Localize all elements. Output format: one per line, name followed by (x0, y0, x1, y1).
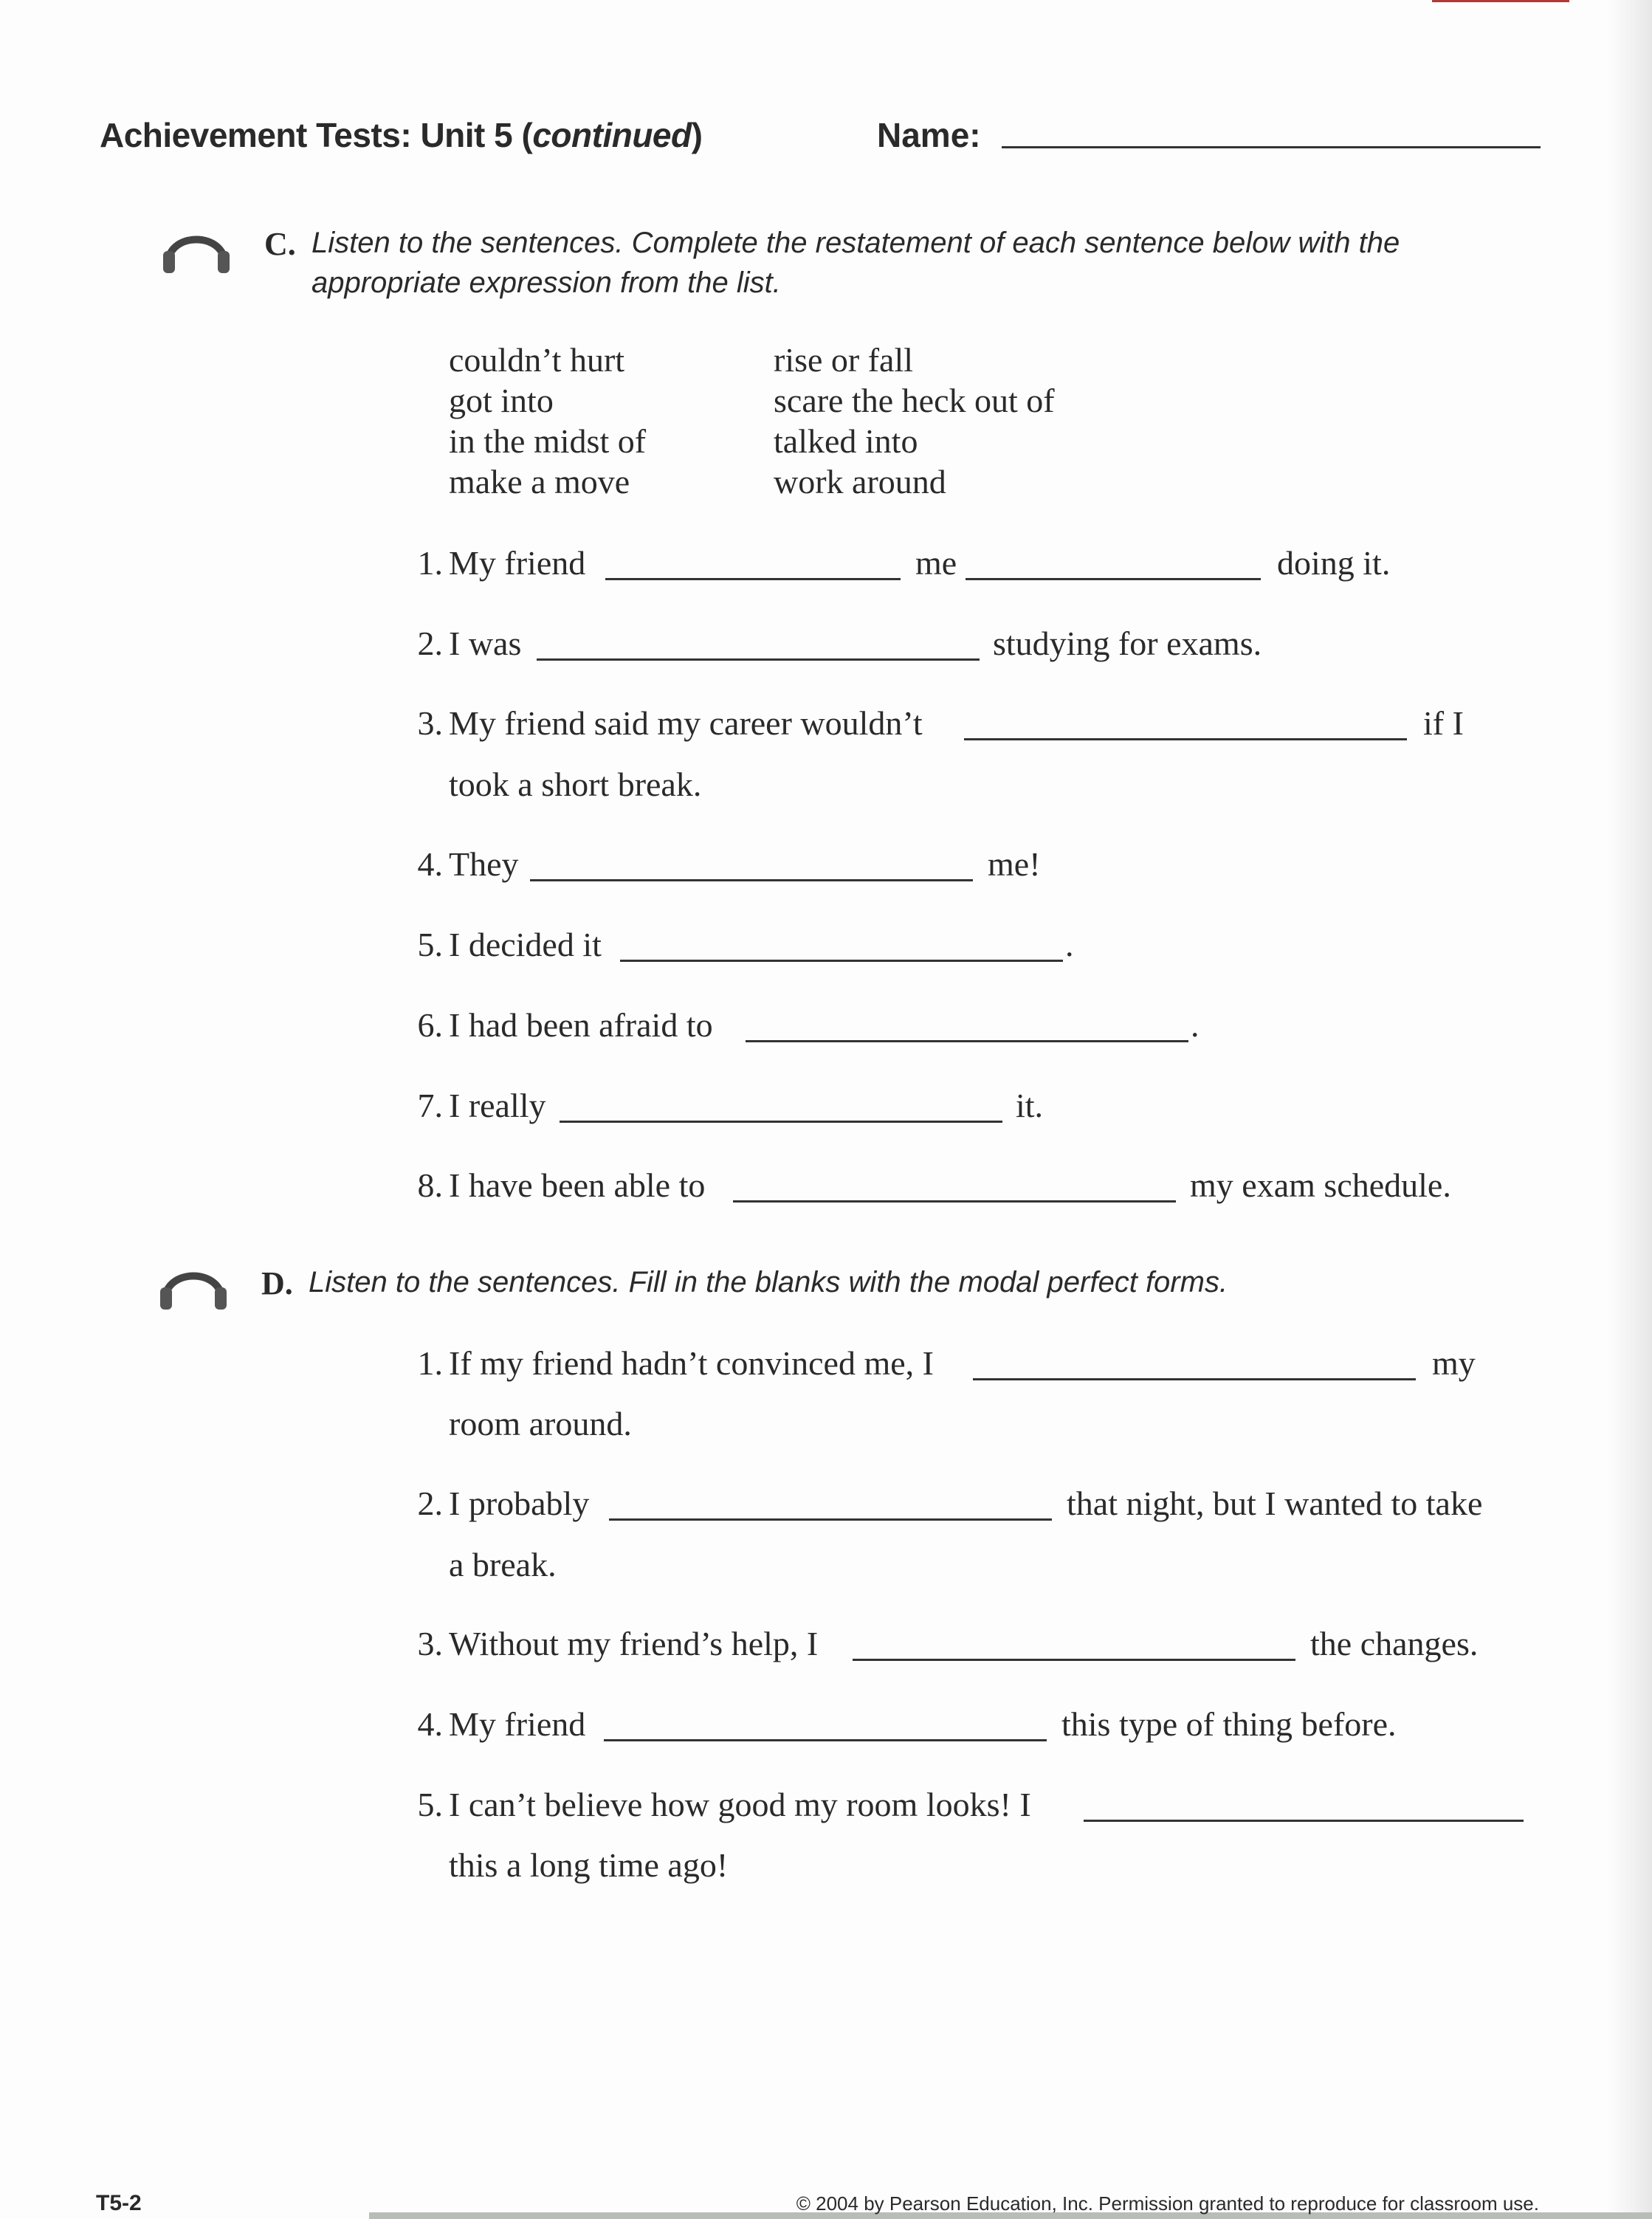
answer-blank[interactable] (530, 879, 973, 881)
section-d-item-5-continuation: this a long time ago! (449, 1846, 729, 1884)
word-bank-left-column (449, 340, 646, 502)
item-text: I had been afraid to (449, 1006, 713, 1044)
word-bank-item: work around (774, 463, 946, 500)
item-text: I really (449, 1087, 546, 1124)
item-text: Without my friend’s help, I (449, 1625, 819, 1662)
item-text: the changes. (1310, 1625, 1479, 1662)
item-text: it. (1016, 1087, 1044, 1124)
section-d-instruction: Listen to the sentences. Fill in the blanks with the modal perfect forms. (309, 1266, 1228, 1298)
item-text: My friend (449, 1705, 586, 1743)
page-title-close: ) (691, 116, 703, 154)
item-number: 7. (417, 1087, 443, 1124)
item-text: if I (1423, 704, 1464, 742)
answer-blank[interactable] (609, 1518, 1052, 1521)
answer-blank[interactable] (620, 960, 1063, 962)
item-text: My friend said my career wouldn’t (449, 704, 923, 742)
section-c-item-3-continuation: took a short break. (449, 766, 702, 803)
answer-blank[interactable] (973, 1378, 1416, 1380)
item-number: 5. (417, 926, 443, 963)
section-d-letter: D. (261, 1265, 293, 1301)
page-title (100, 115, 702, 155)
top-edge-rule (1432, 0, 1569, 2)
answer-blank[interactable] (605, 578, 901, 580)
word-bank-right-column (774, 340, 1055, 502)
answer-blank[interactable] (733, 1200, 1176, 1203)
headphones-icon (161, 216, 232, 275)
item-text: They (449, 845, 519, 883)
section-c-instruction (312, 223, 1400, 303)
word-bank-item: rise or fall (774, 341, 914, 379)
item-text: doing it. (1277, 544, 1391, 582)
section-c-instruction-line-1: Listen to the sentences. Complete the restatement of each sentence below with the (312, 227, 1400, 259)
item-text: I probably (449, 1485, 590, 1522)
item-text: I was (449, 625, 522, 662)
page-code: T5-2 (96, 2191, 142, 2215)
name-label: Name: (877, 116, 981, 154)
item-number: 4. (417, 1705, 443, 1743)
headphones-icon (158, 1252, 229, 1311)
answer-blank[interactable] (853, 1659, 1295, 1661)
section-d-item-1-continuation: room around. (449, 1405, 632, 1442)
page-title-italic: continued (532, 116, 692, 154)
item-number: 1. (417, 544, 443, 582)
item-text: me (915, 544, 957, 582)
word-bank-item: in the midst of (449, 422, 647, 460)
item-number: 3. (417, 704, 443, 742)
copyright-notice: © 2004 by Pearson Education, Inc. Permission granted to reproduce for classroom use. (796, 2192, 1539, 2215)
item-number: 6. (417, 1006, 443, 1044)
item-text: my (1432, 1344, 1476, 1382)
answer-blank[interactable] (560, 1121, 1002, 1123)
section-c-instruction-line-2: appropriate expression from the list. (312, 266, 781, 299)
item-number: 1. (417, 1344, 443, 1382)
word-bank-item: talked into (774, 422, 918, 460)
section-c-letter: C. (264, 226, 296, 262)
word-bank-item: make a move (449, 463, 630, 500)
item-text: I have been able to (449, 1166, 706, 1204)
answer-blank[interactable] (964, 738, 1407, 740)
word-bank-item: scare the heck out of (774, 382, 1055, 419)
answer-blank[interactable] (746, 1040, 1188, 1042)
item-text: My friend (449, 544, 586, 582)
section-d-item-2-continuation: a break. (449, 1546, 557, 1583)
item-text: me! (988, 845, 1041, 883)
word-bank-item: got into (449, 382, 554, 419)
item-text: . (1065, 926, 1074, 963)
page-title-main: Achievement Tests: Unit 5 ( (100, 116, 533, 154)
name-field[interactable] (1002, 146, 1541, 148)
item-number: 8. (417, 1166, 443, 1204)
item-text: I can’t believe how good my room looks! I (449, 1786, 1031, 1823)
page-right-edge (1608, 0, 1652, 2219)
item-text: If my friend hadn’t convinced me, I (449, 1344, 934, 1382)
item-text: I decided it (449, 926, 602, 963)
item-text: this type of thing before. (1061, 1705, 1397, 1743)
item-text: that night, but I wanted to take (1067, 1485, 1483, 1522)
answer-blank[interactable] (1084, 1820, 1524, 1822)
item-number: 2. (417, 1485, 443, 1522)
item-text: studying for exams. (993, 625, 1262, 662)
answer-blank[interactable] (604, 1739, 1047, 1741)
answer-blank[interactable] (537, 658, 980, 661)
word-bank-item: couldn’t hurt (449, 341, 625, 379)
item-text: my exam schedule. (1190, 1166, 1451, 1204)
item-number: 4. (417, 845, 443, 883)
answer-blank[interactable] (966, 578, 1261, 580)
item-number: 5. (417, 1786, 443, 1823)
item-number: 2. (417, 625, 443, 662)
item-number: 3. (417, 1625, 443, 1662)
item-text: . (1191, 1006, 1200, 1044)
